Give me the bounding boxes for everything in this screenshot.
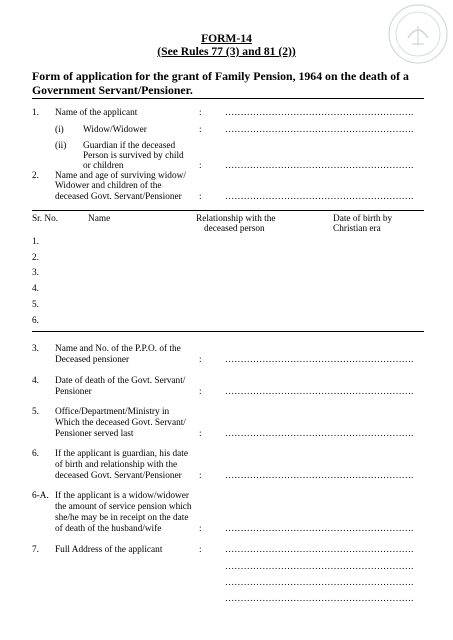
field-number: 6-A. <box>32 491 49 501</box>
form-heading-line2: Government Servant/Pensioner. <box>32 83 193 97</box>
table-bottom-rule <box>32 331 424 332</box>
guardian-field[interactable]: ……………………………………………………. <box>225 161 414 171</box>
form-title: FORM-14 <box>201 32 252 45</box>
guardian-dob-label-line2: of birth and relationship with the <box>55 460 178 470</box>
date-of-death-label-line2: Pensioner <box>55 387 92 397</box>
table-row-number: 6. <box>32 316 39 326</box>
colon: : <box>199 161 202 171</box>
sub-number: (ii) <box>55 141 67 151</box>
column-header-sr-no: Sr. No. <box>32 214 59 224</box>
form-heading-line1: Form of application for the grant of Family Pension, 1964 on the death of a <box>32 69 409 83</box>
service-pension-label-line1: If the applicant is a widow/widower <box>55 491 189 501</box>
survivors-label-line3: deceased Govt. Servant/Pensioner <box>55 192 182 202</box>
office-label-line2: Which the deceased Govt. Servant/ <box>55 418 186 428</box>
table-row-number: 3. <box>32 268 39 278</box>
address-field-line3[interactable]: ……………………………………………………. <box>225 578 414 588</box>
guardian-dob-label-line1: If the applicant is guardian, his date <box>55 449 188 459</box>
widow-widower-field[interactable]: ……………………………………………………. <box>225 125 414 135</box>
service-pension-label-line3: she/he may be in receipt on the date <box>55 513 189 523</box>
survivors-field[interactable]: ……………………………………………………. <box>225 192 414 202</box>
field-number: 1. <box>32 108 39 118</box>
table-row-number: 2. <box>32 253 39 263</box>
table-row-number: 1. <box>32 237 39 247</box>
applicant-name-field[interactable]: ……………………………………………………. <box>225 108 414 118</box>
address-field-line4[interactable]: ……………………………………………………. <box>225 594 414 604</box>
table-row-number: 5. <box>32 300 39 310</box>
column-header-relationship: Relationship with the <box>196 214 276 224</box>
heading-divider <box>32 98 424 99</box>
colon: : <box>199 545 202 555</box>
field-number: 6. <box>32 449 39 459</box>
colon: : <box>199 471 202 481</box>
guardian-label-line2: Person is survived by child <box>83 151 184 161</box>
table-top-rule <box>32 210 424 211</box>
date-of-death-label-line1: Date of death of the Govt. Servant/ <box>55 376 186 386</box>
sub-number: (i) <box>55 125 64 135</box>
field-number: 2. <box>32 171 39 181</box>
address-field-line1[interactable]: ……………………………………………………. <box>225 545 414 555</box>
guardian-label-line1: Guardian if the deceased <box>83 141 176 151</box>
colon: : <box>199 429 202 439</box>
column-header-name: Name <box>88 214 111 224</box>
column-header-relationship-line2: deceased person <box>204 224 265 234</box>
column-header-dob: Date of birth by <box>333 214 393 224</box>
survivors-label-line2: Widower and children of the <box>55 181 162 191</box>
widow-widower-label: Widow/Widower <box>83 125 147 135</box>
service-pension-field[interactable]: ……………………………………………………. <box>225 524 414 534</box>
colon: : <box>199 387 202 397</box>
date-of-death-field[interactable]: ……………………………………………………. <box>225 387 414 397</box>
survivors-label-line1: Name and age of surviving widow/ <box>55 171 186 181</box>
ppo-label-line2: Deceased pensioner <box>55 355 130 365</box>
service-pension-label-line2: the amount of service pension which <box>55 502 192 512</box>
table-row-number: 4. <box>32 284 39 294</box>
field-number: 7. <box>32 545 39 555</box>
field-number: 3. <box>32 344 39 354</box>
address-label: Full Address of the applicant <box>55 545 163 555</box>
service-pension-label-line4: of death of the husband/wife <box>55 524 162 534</box>
ppo-field[interactable]: ……………………………………………………. <box>225 355 414 365</box>
office-label-line3: Pensioner served last <box>55 429 134 439</box>
colon: : <box>199 108 202 118</box>
field-number: 5. <box>32 407 39 417</box>
applicant-name-label: Name of the applicant <box>55 108 138 118</box>
office-label-line1: Office/Department/Ministry in <box>55 407 170 417</box>
office-field[interactable]: ……………………………………………………. <box>225 429 414 439</box>
field-number: 4. <box>32 376 39 386</box>
guardian-label-line3: or children <box>83 161 124 171</box>
colon: : <box>199 355 202 365</box>
rules-reference: (See Rules 77 (3) and 81 (2)) <box>157 45 296 58</box>
colon: : <box>199 524 202 534</box>
ppo-label-line1: Name and No. of the P.P.O. of the <box>55 344 181 354</box>
colon: : <box>199 192 202 202</box>
column-header-dob-line2: Christian era <box>333 224 381 234</box>
guardian-dob-field[interactable]: ……………………………………………………. <box>225 471 414 481</box>
colon: : <box>199 125 202 135</box>
guardian-dob-label-line3: deceased Govt. Servant/Pensioner <box>55 471 182 481</box>
address-field-line2[interactable]: ……………………………………………………. <box>225 562 414 572</box>
